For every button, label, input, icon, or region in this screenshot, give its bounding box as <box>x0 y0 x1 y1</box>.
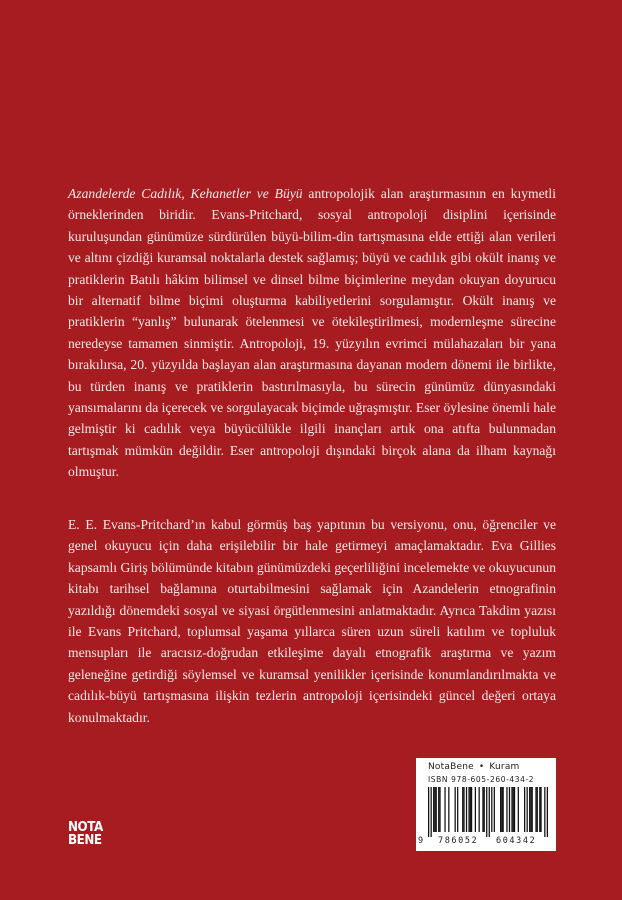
barcode-bars <box>428 787 548 837</box>
barcode-bar <box>479 787 480 832</box>
barcode-bar <box>433 787 434 832</box>
barcode-bar <box>491 787 492 832</box>
blurb-paragraph-2-text: E. E. Evans-Pritchard’ın kabul görmüş baş yapıtının bu versiyonu, onu, öğrenciler ve genel okuyucu için daha erişilebilir bir hale getirmeyi amaçlamaktadır. Eva Gillies kapsamlı Giriş bölümünde kitabın günümüzdeki geçerliliğini incelemekte ve okuyucunun kitabı tarihsel bağlamına oturtabilmesini sağlamak için Azandelerin etnografinin yazıldığı dönemdeki sosyal ve siyasi örgütlenmesini anlatmaktadır. Ayrıca Takdim yazısı ile Evans Pritchard, toplumsal yaşama yıllarca süren uzun süreli katılım ve topluluk mensupları ile aracısız-doğrudan etkileşime dayalı etnografik araştırma ve yazım geleneğine getirdiği söylemsel ve kuramsal yenilikler içerisinde konumlandırılmakta ve cadılık-büyü tartışmasına ilişkin tezlerin antropoloji içerisindeki güncel değeri ortaya konulmaktadır. <box>68 517 556 725</box>
barcode-bar <box>455 787 456 832</box>
barcode-digit-first: 9 <box>418 836 424 846</box>
logo-line-2: BENE <box>68 833 102 848</box>
barcode-bar <box>470 787 471 832</box>
barcode-bar <box>530 787 531 832</box>
isbn-label: ISBN 978-605-260-434-2 <box>428 775 535 784</box>
barcode-bar <box>482 787 483 832</box>
barcode-bar <box>462 787 463 832</box>
barcode-bar <box>518 787 519 832</box>
barcode-guard-bar <box>489 787 490 837</box>
barcode-bar <box>540 787 541 832</box>
barcode-bar <box>457 787 458 832</box>
barcode-bar <box>514 787 515 832</box>
blurb-paragraph-1 <box>68 183 556 483</box>
barcode-bar <box>448 787 449 832</box>
barcode-digits-left: 786052 <box>438 836 479 846</box>
notabene-logo <box>68 821 118 851</box>
barcode-guard-bar <box>428 787 429 837</box>
publisher-name: NotaBene <box>428 762 474 772</box>
barcode-bar <box>511 787 512 832</box>
barcode-bar <box>444 787 445 832</box>
barcode-bar <box>471 787 472 832</box>
barcode-bar <box>509 787 510 832</box>
barcode-bar <box>501 787 502 832</box>
separator-dot: • <box>478 762 485 772</box>
barcode-bar <box>494 787 495 832</box>
barcode-bar <box>475 787 476 832</box>
logo-line-1: NOTA <box>68 820 103 835</box>
blurb-paragraph-1-text: antropolojik alan araştırmasının en kıymetli örneklerinden biridir. Evans-Pritchard, sosyal antropoloji disiplini içerisinde kuruluşundan günümüze sürdürülen büyü-bilim-din tartışmasına elde ettiği alan verileri ve altını çizdiği kuramsal noktalarla destek sağlamış; büyü ve cadılık gibi okült inanış ve pratiklerin Batılı hâkim bilimsel ve dinsel bilme biçimlerine meydan okuyan doyurucu bir alternatif bilme biçimi oluşturma kabiliyetlerini sorgulamıştır. Okült inanış ve pratiklerin “yanlış” bulunarak ötelenmesi ve ötekileştirilmesi, modernleşme sürecine neredeyse tamamen sinmiştir. Antropoloji, 19. yüzyılın evrimci mülahazaları bir yana bırakılırsa, 20. yüzyılda başlayan alan araştırmasına dayanan modern dönemi ile birlikte, bu türden inanış ve pratiklerin bastırılmasıyla, bu sürecin günümüz dünyasındaki yansımalarını da içerecek ve sorgulayacak biçimde uğraşmıştır. Eser öylesine önemli hale gelmiştir ki cadılık veya büyücülükle ilgili inançları artık ona atıfta bulunmadan tartışmak mümkün değildir. Eser antropoloji dışındaki birçok alana da ilham kaynağı olmuştur. <box>68 186 556 480</box>
blurb-paragraph-2 <box>68 514 556 728</box>
barcode-bar <box>503 787 504 832</box>
barcode-bar <box>513 787 514 832</box>
barcode-bar <box>537 787 538 832</box>
barcode-bar <box>439 787 440 832</box>
barcode-bar <box>535 787 536 832</box>
book-title-italic: Azandelerde Cadılık, Kehanetler ve Büyü <box>68 186 303 201</box>
barcode-guard-bar <box>486 787 487 837</box>
barcode-bar <box>484 787 485 832</box>
barcode-bar <box>438 787 439 832</box>
isbn-barcode-box <box>416 758 556 851</box>
barcode-bar <box>527 787 528 832</box>
barcode-header <box>428 762 520 772</box>
barcode-bar <box>524 787 525 832</box>
barcode-bar <box>468 787 469 832</box>
barcode-guard-bar <box>544 787 545 837</box>
barcode-guard-bar <box>431 787 432 837</box>
barcode-bar <box>506 787 507 832</box>
barcode-bar <box>500 787 501 832</box>
barcode-bar <box>466 787 467 832</box>
barcode-bar <box>539 787 540 832</box>
barcode-bar <box>436 787 437 832</box>
barcode-bar <box>434 787 435 832</box>
barcode-digits-right: 604342 <box>496 836 537 846</box>
barcode-bar <box>463 787 464 832</box>
barcode-guard-bar <box>547 787 548 837</box>
barcode-bar <box>529 787 530 832</box>
series-name: Kuram <box>489 762 520 772</box>
barcode-bar <box>532 787 533 832</box>
